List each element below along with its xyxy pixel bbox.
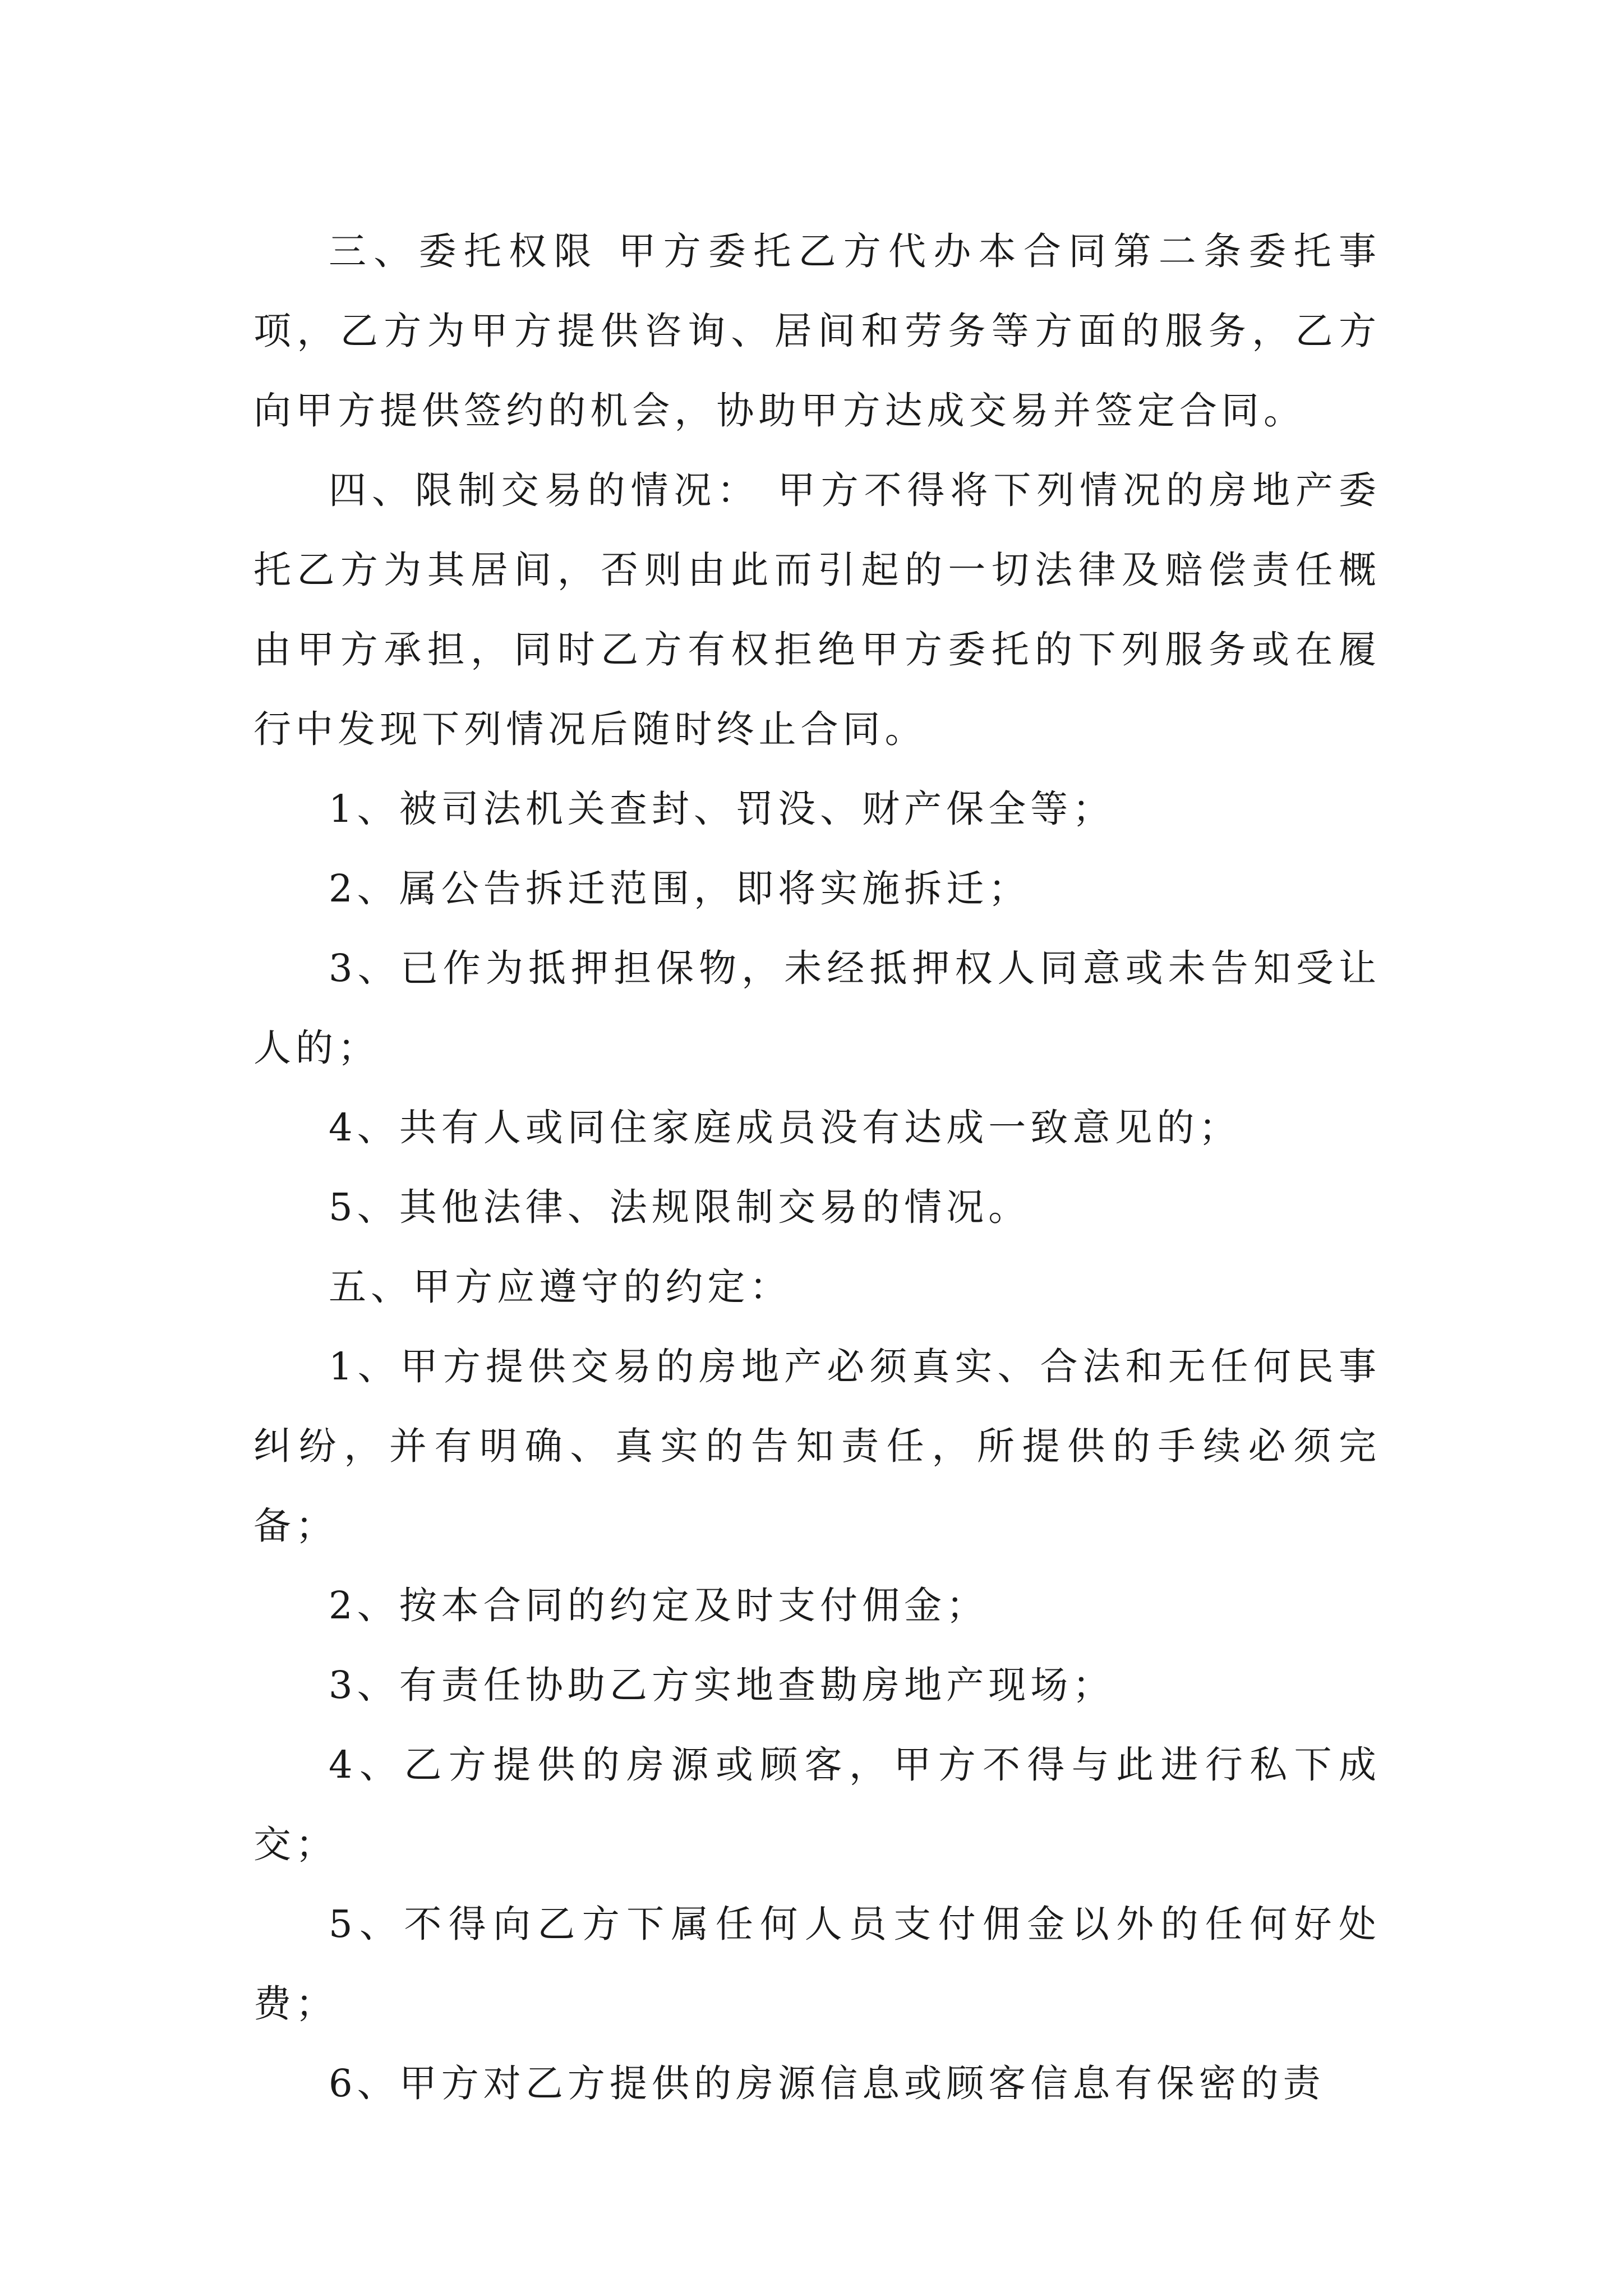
list-item-restriction-3: 3、已作为抵押担保物，未经抵押权人同意或未告知受让人的；: [253, 946, 1381, 1070]
paragraph-clause-3-authority: 三、委托权限 甲方委托乙方代办本合同第二条委托事项，乙方为甲方提供咨询、居间和劳务等方面的服务，乙方向甲方提供签约的机会，协助甲方达成交易并签定合同。: [253, 229, 1381, 432]
list-item-obligation-1: 1、甲方提供交易的房地产必须真实、合法和无任何民事纠纷，并有明确、真实的告知责任，所提供的手续必须完备；: [253, 1345, 1381, 1548]
list-item-restriction-4: 4、共有人或同住家庭成员没有达成一致意见的；: [329, 1106, 1241, 1149]
list-item-obligation-6: 6、甲方对乙方提供的房源信息或顾客信息有保密的责: [329, 2062, 1325, 2105]
document-body: [253, 211, 1381, 2123]
list-item-restriction-2: 2、属公告拆迁范围，即将实施拆迁；: [329, 867, 1031, 910]
paragraph-clause-4-restrictions: 四、限制交易的情况： 甲方不得将下列情况的房地产委托乙方为其居间，否则由此而引起的一切法律及赔偿责任概由甲方承担，同时乙方有权拒绝甲方委托的下列服务或在履行中发现下列情况后随时终止合同。: [253, 468, 1381, 751]
list-item-restriction-1: 1、被司法机关查封、罚没、财产保全等；: [329, 787, 1115, 831]
list-item-obligation-3: 3、有责任协助乙方实地查勘房地产现场；: [329, 1663, 1115, 1707]
list-item-obligation-2: 2、按本合同的约定及时支付佣金；: [329, 1584, 989, 1627]
list-item-obligation-4: 4、乙方提供的房源或顾客，甲方不得与此进行私下成交；: [253, 1743, 1381, 1866]
list-item-restriction-5: 5、其他法律、法规限制交易的情况。: [329, 1185, 1031, 1229]
paragraph-clause-5-heading: 五、甲方应遵守的约定：: [329, 1265, 792, 1309]
list-item-obligation-5: 5、不得向乙方下属任何人员支付佣金以外的任何好处费；: [253, 1902, 1381, 2026]
